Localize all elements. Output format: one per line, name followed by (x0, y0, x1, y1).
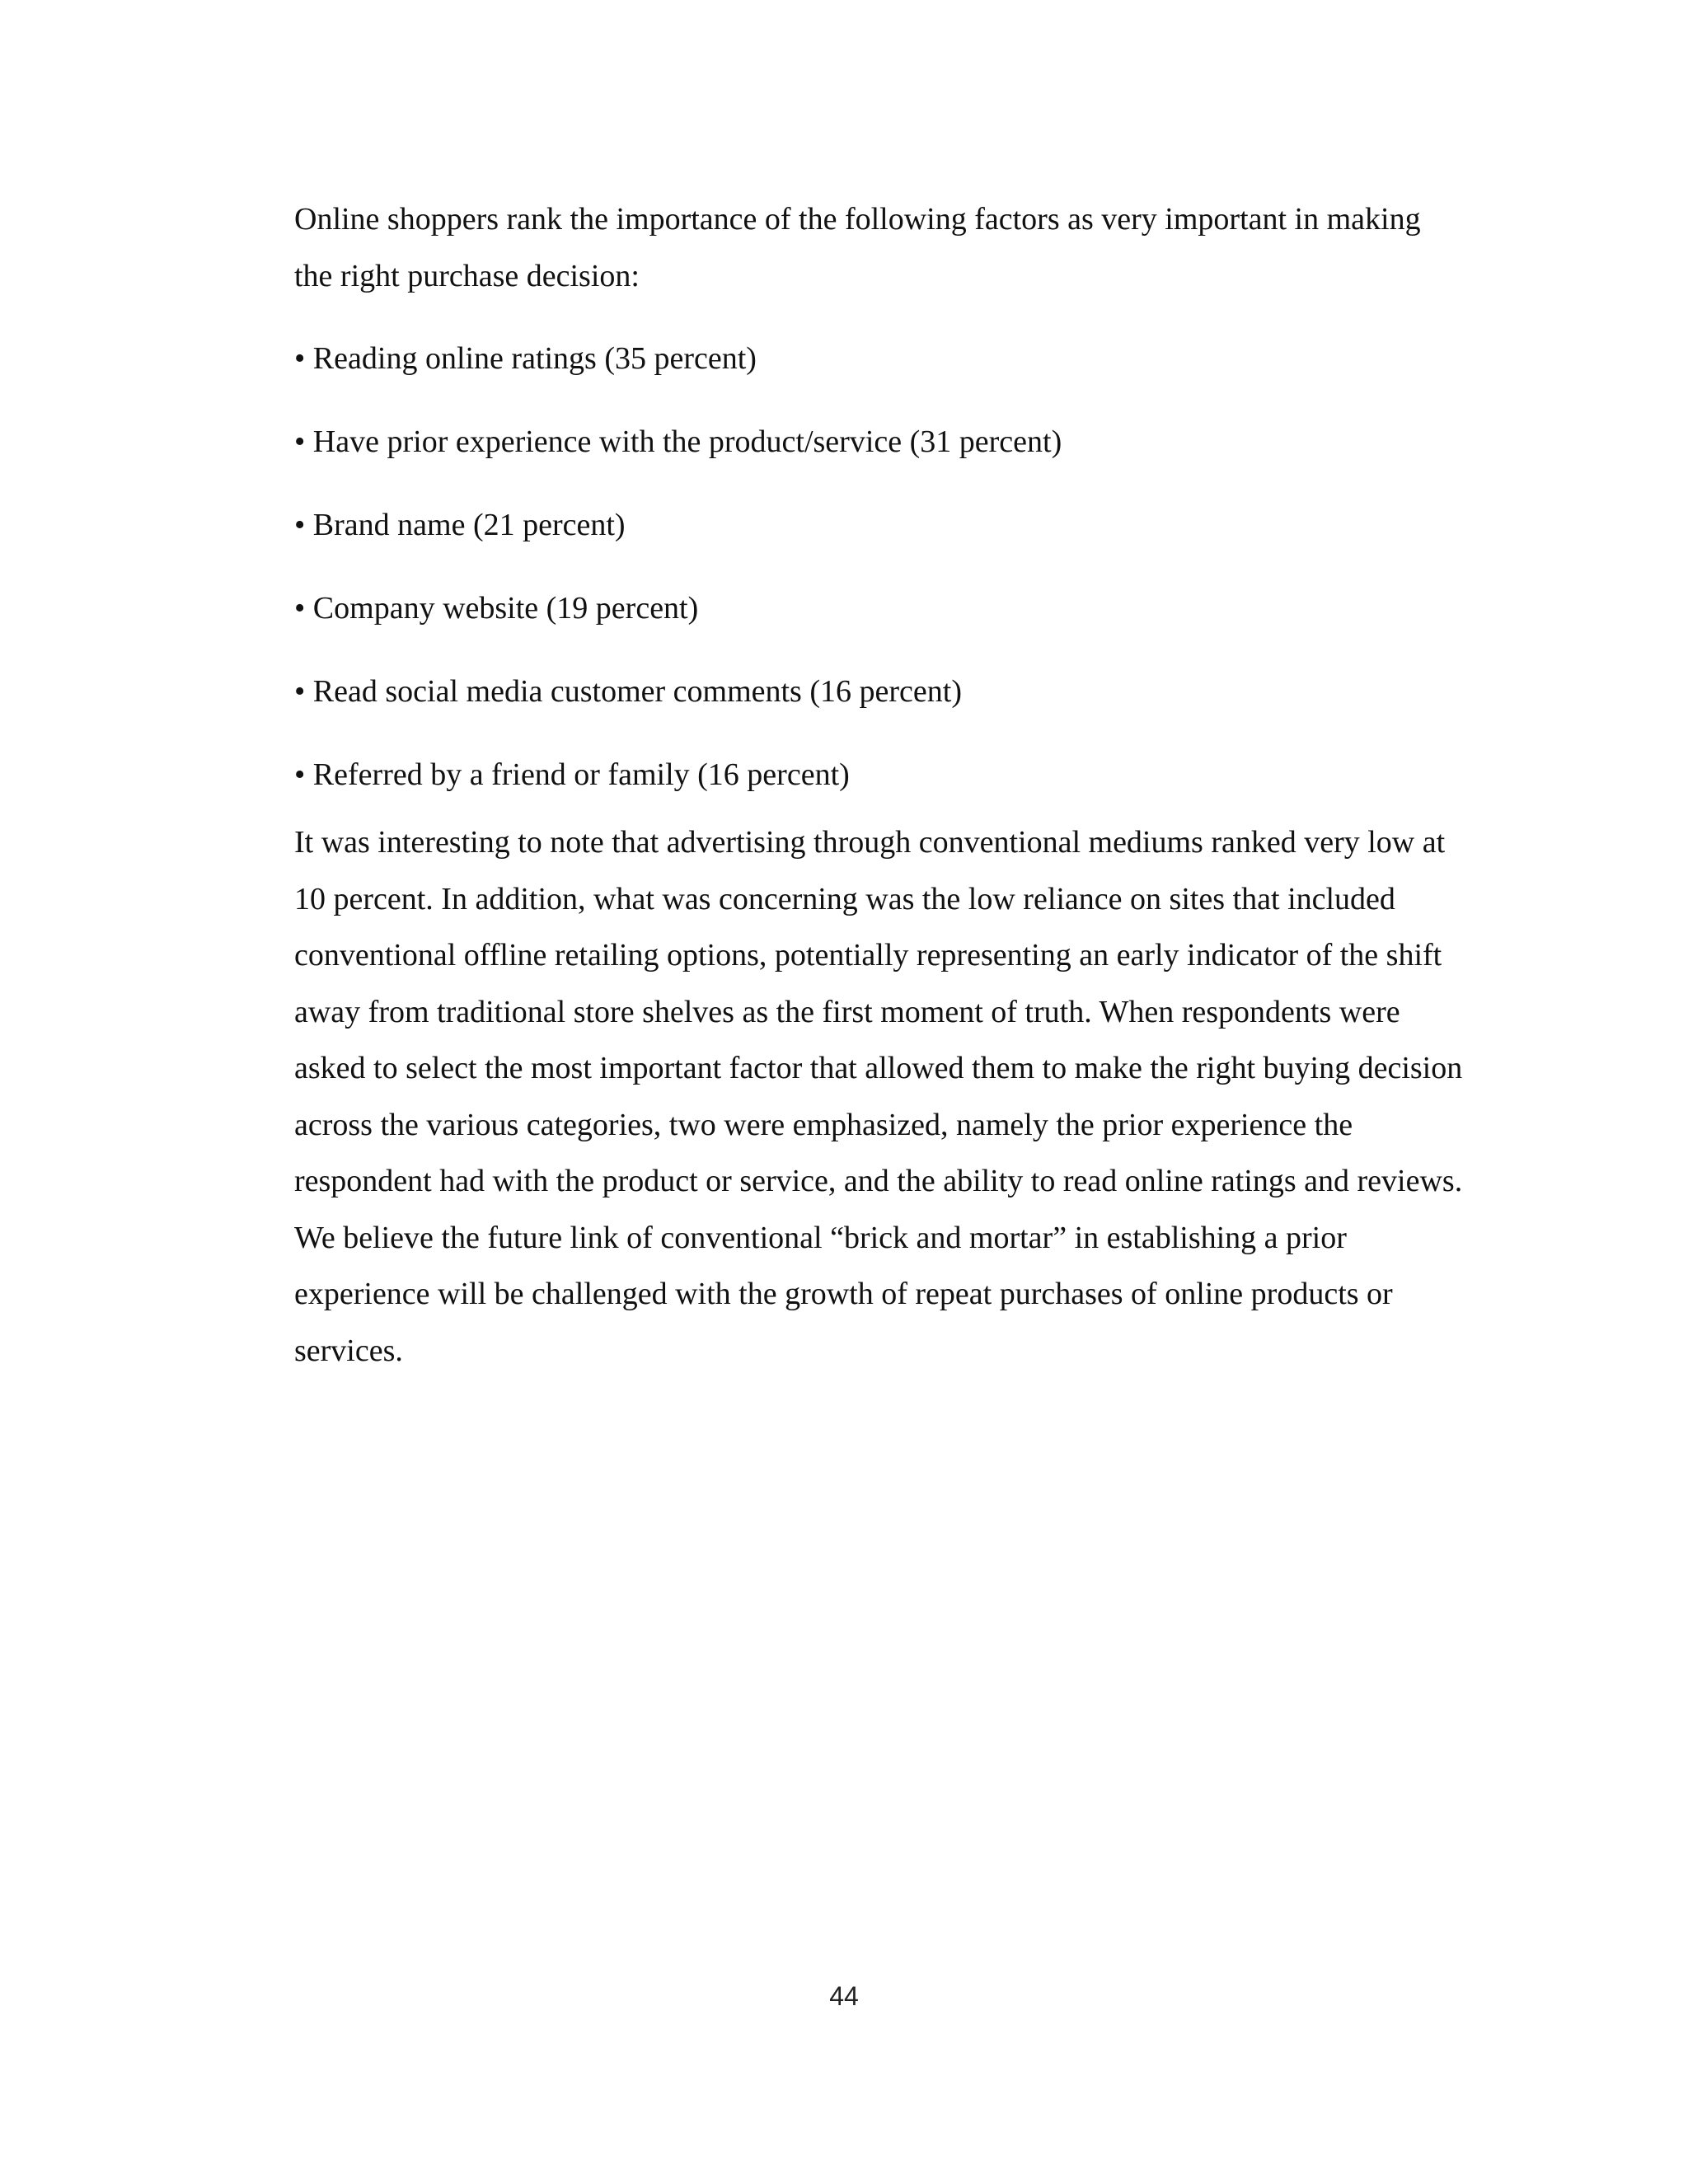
list-item: • Company website (19 percent) (294, 591, 699, 626)
page-number: 44 (829, 1981, 859, 2011)
list-item: • Read social media customer comments (16 percent) (294, 674, 962, 709)
intro-text: Online shoppers rank the importance of the following factors as very important in making the right purchase decision: (294, 202, 1421, 293)
list-item: • Reading online ratings (35 percent) (294, 341, 757, 376)
list-item: • Brand name (21 percent) (294, 508, 626, 542)
body-paragraph: It was interesting to note that advertising through conventional mediums ranked very low at 10 percent. In addition, what was concerning was the low reliance on sites that included conventional offline retailing options, potentially representing an early indicator of the shift away from traditional store shelves as the first moment of truth. When respondents were asked to select the most important factor that allowed them to make the right buying decision across the various categories, two were emphasized, namely the prior experience the respondent had with the product or service, and the ability to read online ratings and reviews. We believe the future link of conventional “brick and mortar” in establishing a prior experience will be challenged with the growth of repeat purchases of online products or services. (294, 825, 1463, 1368)
list-item: • Referred by a friend or family (16 percent) (294, 757, 850, 792)
factor-list (294, 317, 1465, 817)
list-item: • Have prior experience with the product/service (31 percent) (294, 424, 1062, 459)
page-body (294, 191, 1465, 1379)
